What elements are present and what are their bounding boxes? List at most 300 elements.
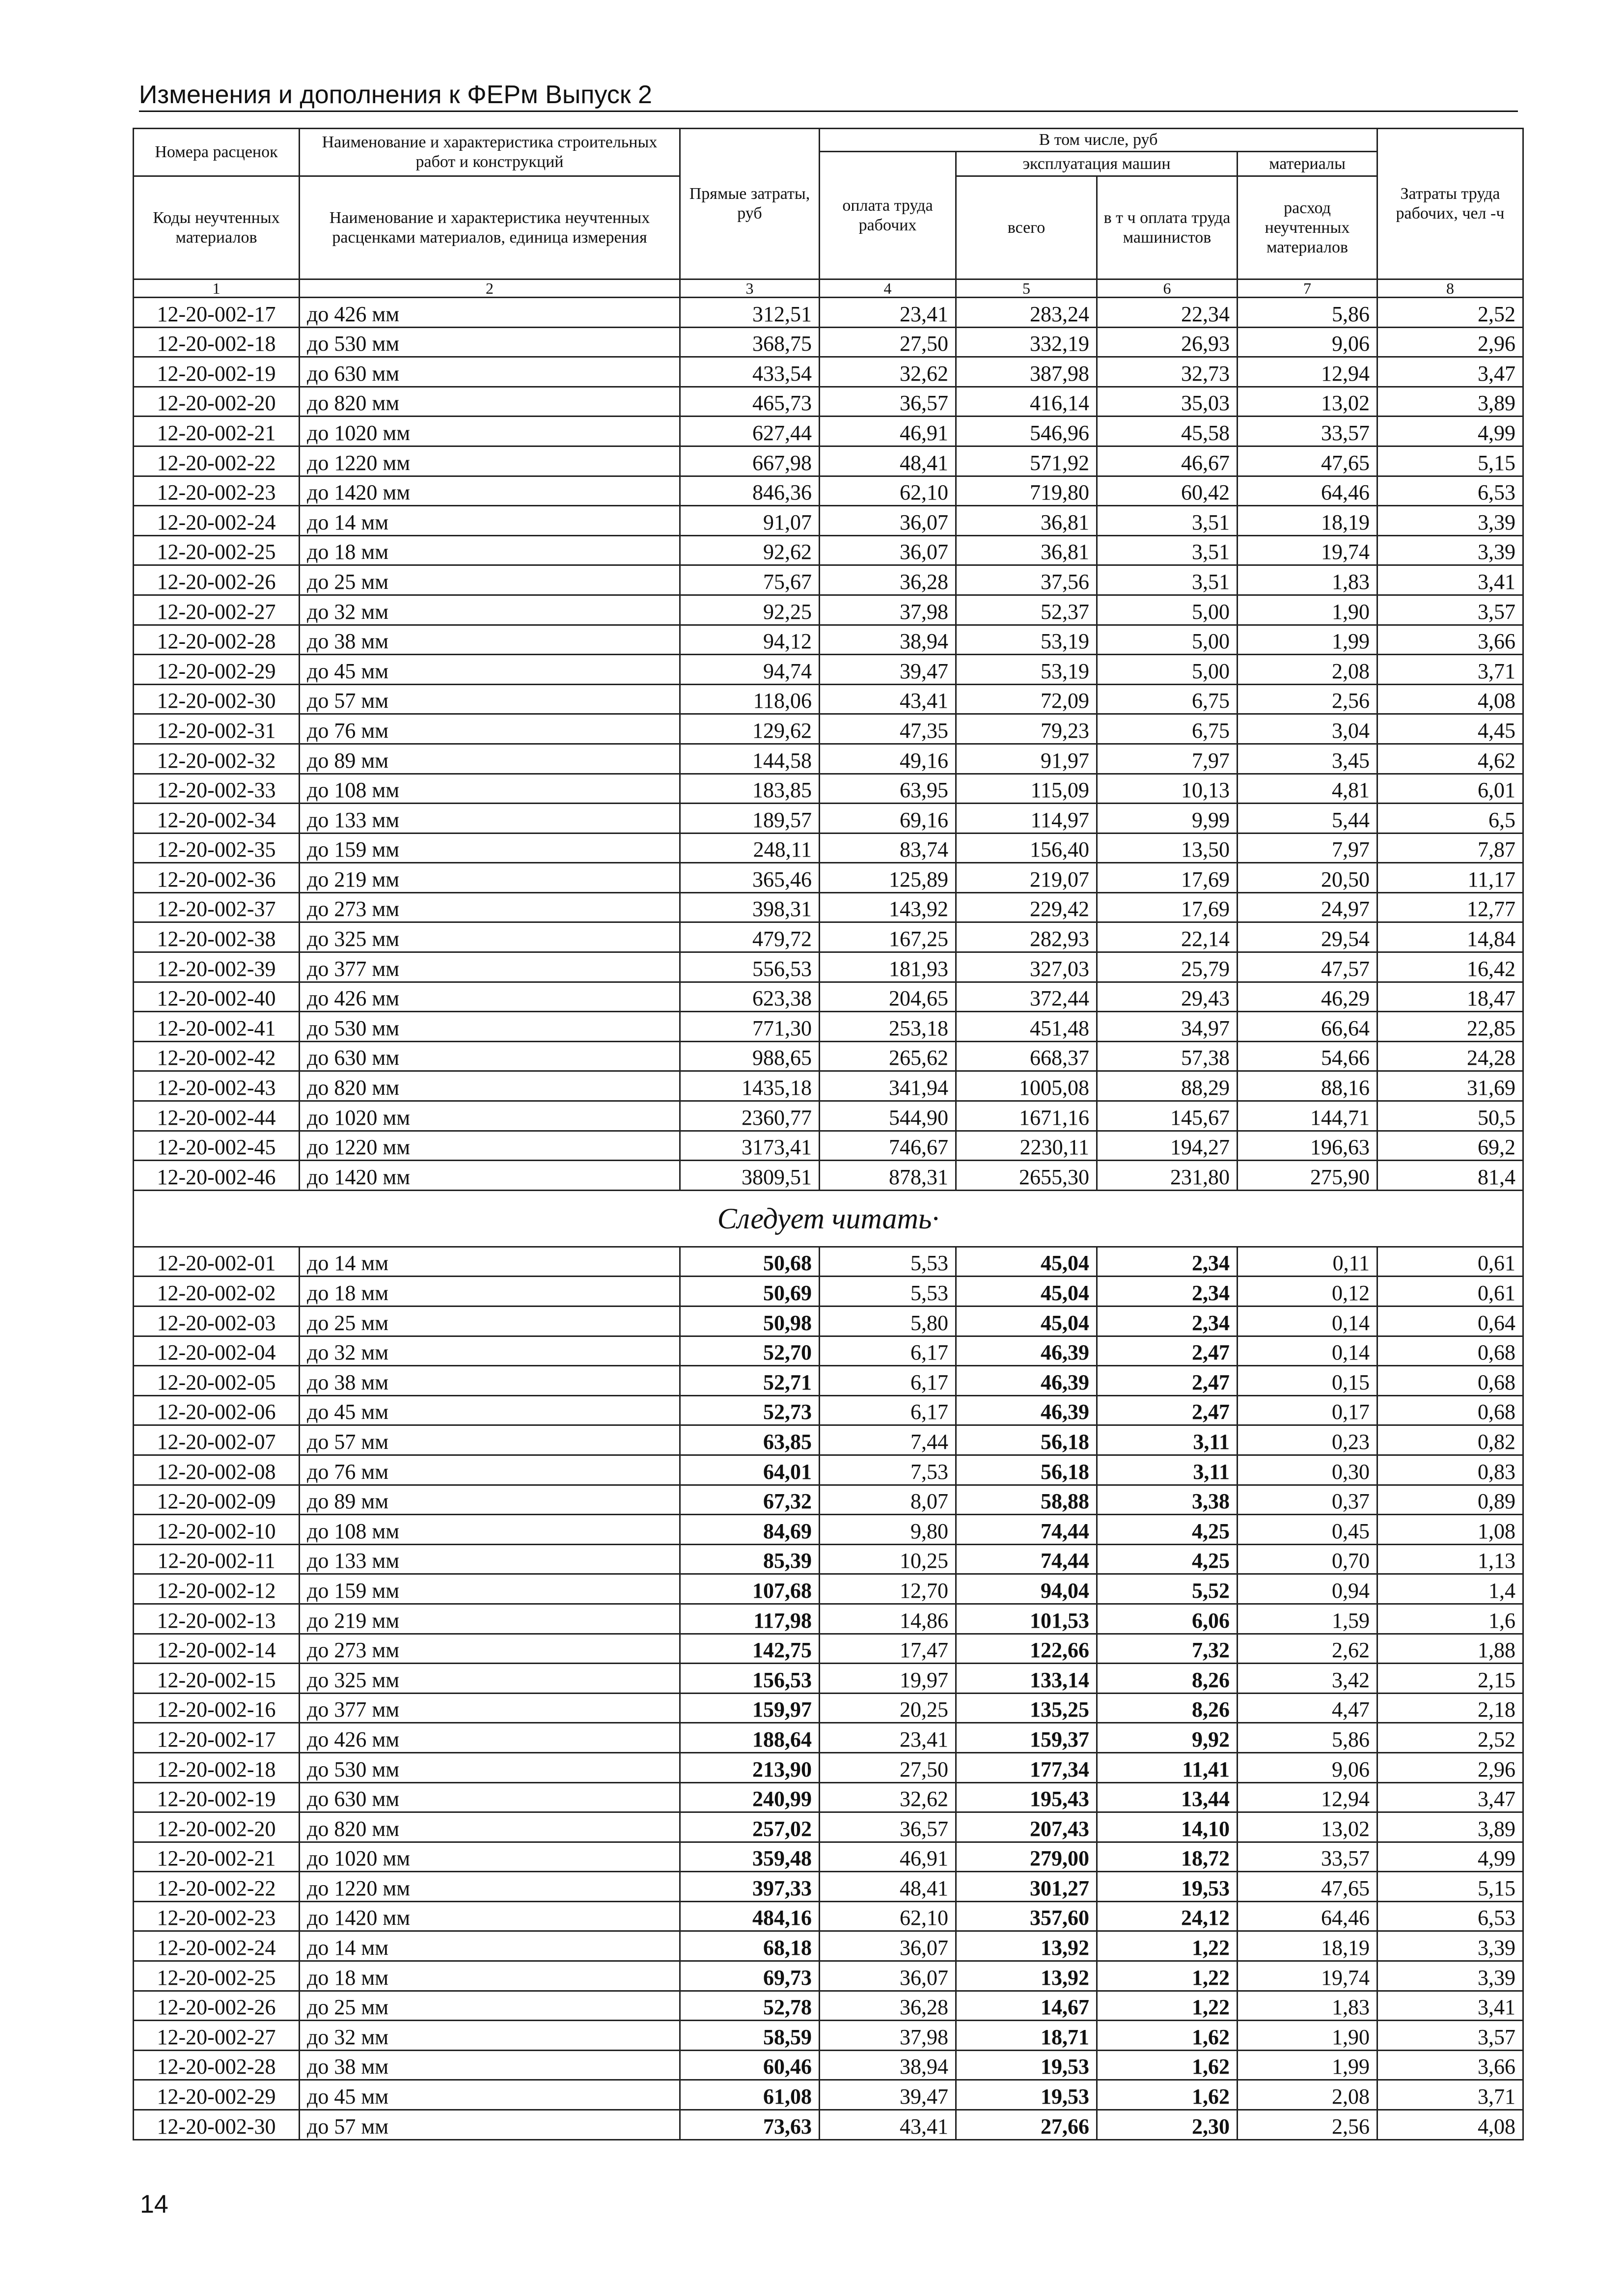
table-cell: 2,34 (1097, 1306, 1238, 1336)
table-cell: 12-20-002-18 (134, 1752, 300, 1782)
table-cell: 13,50 (1097, 833, 1238, 863)
table-cell: 26,93 (1097, 327, 1238, 357)
table-cell: 18,47 (1377, 982, 1523, 1012)
table-cell: до 57 мм (300, 2110, 680, 2140)
table-cell: 12-20-002-39 (134, 952, 300, 982)
table-cell: 387,98 (956, 357, 1097, 387)
col-number: 2 (300, 279, 680, 298)
table-cell: 19,74 (1238, 535, 1377, 565)
col-including: В том числе, руб (820, 129, 1377, 152)
table-cell: до 38 мм (300, 1366, 680, 1396)
table-cell: 84,69 (680, 1515, 820, 1545)
table-cell: 47,65 (1238, 446, 1377, 476)
table-cell: 31,69 (1377, 1071, 1523, 1101)
table-cell: до 1220 мм (300, 1872, 680, 1902)
table-cell: 3,11 (1097, 1455, 1238, 1485)
table-cell: 36,81 (956, 535, 1097, 565)
table-cell: 3,51 (1097, 535, 1238, 565)
table-cell: 142,75 (680, 1634, 820, 1664)
table-cell: 36,28 (820, 1991, 956, 2021)
table-cell: 32,62 (820, 357, 956, 387)
table-row (134, 1395, 1523, 1425)
table-cell: 283,24 (956, 298, 1097, 328)
table-cell: 35,03 (1097, 387, 1238, 417)
table-cell: 12-20-002-05 (134, 1366, 300, 1396)
table-row (134, 1664, 1523, 1694)
table-cell: 118,06 (680, 684, 820, 714)
table-cell: 1,83 (1238, 565, 1377, 595)
table-row (134, 1604, 1523, 1634)
table-cell: 12,94 (1238, 1782, 1377, 1812)
table-cell: 33,57 (1238, 1842, 1377, 1872)
table-cell: 12-20-002-19 (134, 1782, 300, 1812)
table-cell: 68,18 (680, 1931, 820, 1961)
table-cell: до 25 мм (300, 1991, 680, 2021)
table-row (134, 357, 1523, 387)
table-cell: 19,97 (820, 1664, 956, 1694)
table-cell: 11,41 (1097, 1752, 1238, 1782)
table-row (134, 1012, 1523, 1042)
table-cell: 3,71 (1377, 2080, 1523, 2110)
table-cell: 48,41 (820, 446, 956, 476)
table-cell: 4,25 (1097, 1544, 1238, 1574)
table-cell: 1,22 (1097, 1961, 1238, 1991)
table-cell: 183,85 (680, 774, 820, 804)
col-machinists-pay: в т ч оплата труда машинистов (1097, 176, 1238, 279)
table-cell: 301,27 (956, 1872, 1097, 1902)
table-cell: 38,94 (820, 2050, 956, 2080)
table-cell: 12-20-002-28 (134, 625, 300, 655)
table-row (134, 1931, 1523, 1961)
table-cell: 12-20-002-45 (134, 1131, 300, 1161)
table-cell: 46,67 (1097, 446, 1238, 476)
table-cell: 14,84 (1377, 922, 1523, 952)
table-cell: 12-20-002-03 (134, 1306, 300, 1336)
table-row (134, 1574, 1523, 1604)
table-cell: 3,89 (1377, 1812, 1523, 1842)
table-cell: 627,44 (680, 417, 820, 446)
table-cell: 1,59 (1238, 1604, 1377, 1634)
table-row (134, 1041, 1523, 1071)
table-cell: 12-20-002-30 (134, 684, 300, 714)
table-cell: 7,32 (1097, 1634, 1238, 1664)
table-cell: 12-20-002-22 (134, 446, 300, 476)
table-cell: 37,56 (956, 565, 1097, 595)
table-cell: 623,38 (680, 982, 820, 1012)
table-cell: 12-20-002-27 (134, 595, 300, 625)
table-cell: до 1420 мм (300, 476, 680, 506)
table-cell: 5,86 (1238, 1723, 1377, 1753)
table-cell: до 1220 мм (300, 446, 680, 476)
table-cell: 719,80 (956, 476, 1097, 506)
table-cell: 6,01 (1377, 774, 1523, 804)
table-cell: 7,97 (1238, 833, 1377, 863)
table-cell: 69,73 (680, 1961, 820, 1991)
table-cell: до 820 мм (300, 387, 680, 417)
table-cell: 0,15 (1238, 1366, 1377, 1396)
table-cell: 36,07 (820, 506, 956, 536)
table-cell: 3,66 (1377, 2050, 1523, 2080)
table-cell: 91,97 (956, 744, 1097, 774)
table-cell: 2,34 (1097, 1277, 1238, 1306)
table-cell: 6,75 (1097, 684, 1238, 714)
table-cell: 231,80 (1097, 1161, 1238, 1191)
table-cell: 14,67 (956, 1991, 1097, 2021)
table-cell: 0,14 (1238, 1336, 1377, 1366)
table-cell: 36,07 (820, 535, 956, 565)
table-cell: 12-20-002-10 (134, 1515, 300, 1545)
table-cell: 47,57 (1238, 952, 1377, 982)
table-cell: 0,61 (1377, 1247, 1523, 1277)
table-cell: 2,96 (1377, 327, 1523, 357)
table-cell: до 1020 мм (300, 1101, 680, 1131)
table-cell: 6,5 (1377, 804, 1523, 833)
table-cell: 12-20-002-23 (134, 1901, 300, 1931)
table-cell: 53,19 (956, 655, 1097, 685)
table-cell: 9,06 (1238, 1752, 1377, 1782)
table-cell: 12-20-002-14 (134, 1634, 300, 1664)
table-cell: 546,96 (956, 417, 1097, 446)
table-cell: 479,72 (680, 922, 820, 952)
table-cell: 58,59 (680, 2021, 820, 2051)
table-cell: 365,46 (680, 863, 820, 893)
table-cell: 13,92 (956, 1931, 1097, 1961)
table-row (134, 2080, 1523, 2110)
table-cell: 11,17 (1377, 863, 1523, 893)
table-cell: 3,47 (1377, 357, 1523, 387)
table-cell: 17,47 (820, 1634, 956, 1664)
table-cell: 8,07 (820, 1485, 956, 1515)
table-cell: 39,47 (820, 2080, 956, 2110)
table-row (134, 833, 1523, 863)
table-cell: 9,92 (1097, 1723, 1238, 1753)
table-cell: 194,27 (1097, 1131, 1238, 1161)
table-cell: до 159 мм (300, 833, 680, 863)
table-cell: 43,41 (820, 684, 956, 714)
table-cell: 12-20-002-02 (134, 1277, 300, 1306)
col-name-top: Наименование и характеристика строительных работ и конструкций (300, 129, 680, 176)
table-cell: 1671,16 (956, 1101, 1097, 1131)
table-cell: 52,71 (680, 1366, 820, 1396)
page-number: 14 (140, 2190, 168, 2219)
table-cell: 465,73 (680, 387, 820, 417)
table-cell: 10,25 (820, 1544, 956, 1574)
table-row (134, 1782, 1523, 1812)
table-cell: 12-20-002-30 (134, 2110, 300, 2140)
table-cell: 22,34 (1097, 298, 1238, 328)
table-cell: 0,83 (1377, 1455, 1523, 1485)
table-cell: 0,17 (1238, 1395, 1377, 1425)
table-cell: 248,11 (680, 833, 820, 863)
table-cell: 2,56 (1238, 684, 1377, 714)
table-row (134, 387, 1523, 417)
table-cell: до 89 мм (300, 1485, 680, 1515)
table-cell: 8,26 (1097, 1664, 1238, 1694)
col-direct-costs: Прямые затраты, руб (680, 129, 820, 279)
table-row (134, 922, 1523, 952)
table-cell: 12-20-002-17 (134, 298, 300, 328)
table-cell: 12-20-002-22 (134, 1872, 300, 1902)
table-cell: 133,14 (956, 1664, 1097, 1694)
table-cell: 12-20-002-37 (134, 892, 300, 922)
table-row (134, 327, 1523, 357)
table-cell: 3,51 (1097, 506, 1238, 536)
table-cell: 4,99 (1377, 417, 1523, 446)
table-cell: 368,75 (680, 327, 820, 357)
table-cell: 36,28 (820, 565, 956, 595)
table-cell: 12,94 (1238, 357, 1377, 387)
table-cell: 19,53 (956, 2080, 1097, 2110)
table-cell: 746,67 (820, 1131, 956, 1161)
table-cell: 5,86 (1238, 298, 1377, 328)
table-cell: 13,02 (1238, 387, 1377, 417)
table-cell: 60,42 (1097, 476, 1238, 506)
table-cell: 23,41 (820, 1723, 956, 1753)
table-cell: 282,93 (956, 922, 1097, 952)
col-number: 3 (680, 279, 820, 298)
table-cell: 6,53 (1377, 476, 1523, 506)
table-cell: 279,00 (956, 1842, 1097, 1872)
table-cell: 1,08 (1377, 1515, 1523, 1545)
table-cell: 52,37 (956, 595, 1097, 625)
table-cell: 12-20-002-07 (134, 1425, 300, 1455)
table-cell: 18,19 (1238, 506, 1377, 536)
table-cell: до 820 мм (300, 1812, 680, 1842)
table-cell: 135,25 (956, 1693, 1097, 1723)
table-cell: 2360,77 (680, 1101, 820, 1131)
table-cell: до 1420 мм (300, 1161, 680, 1191)
table-cell: 6,53 (1377, 1901, 1523, 1931)
table-cell: 3,38 (1097, 1485, 1238, 1515)
table-cell: до 14 мм (300, 1247, 680, 1277)
table-cell: 668,37 (956, 1041, 1097, 1071)
table-cell: 4,47 (1238, 1693, 1377, 1723)
table-cell: 27,66 (956, 2110, 1097, 2140)
table-cell: 36,07 (820, 1931, 956, 1961)
table-cell: 0,68 (1377, 1336, 1523, 1366)
col-number: 4 (820, 279, 956, 298)
table-row (134, 1336, 1523, 1366)
table-row (134, 2050, 1523, 2080)
table-cell: 88,29 (1097, 1071, 1238, 1101)
table-cell: 159,37 (956, 1723, 1097, 1753)
table-cell: 37,98 (820, 595, 956, 625)
page-header-title: Изменения и дополнения к ФЕРм Выпуск 2 (139, 81, 652, 109)
table-cell: до 25 мм (300, 1306, 680, 1336)
table-cell: 846,36 (680, 476, 820, 506)
table-cell: до 273 мм (300, 1634, 680, 1664)
rates-table (133, 128, 1524, 2140)
table-cell: 219,07 (956, 863, 1097, 893)
table-cell: до 1220 мм (300, 1131, 680, 1161)
table-cell: до 219 мм (300, 1604, 680, 1634)
table-cell: 114,97 (956, 804, 1097, 833)
table-cell: 12-20-002-08 (134, 1455, 300, 1485)
table-cell: 61,08 (680, 2080, 820, 2110)
table-cell: 6,06 (1097, 1604, 1238, 1634)
table-cell: 2,08 (1238, 2080, 1377, 2110)
table-cell: 12-20-002-32 (134, 744, 300, 774)
table-cell: 12-20-002-17 (134, 1723, 300, 1753)
table-cell: 50,5 (1377, 1101, 1523, 1131)
table-cell: 74,44 (956, 1515, 1097, 1545)
table-cell: 32,62 (820, 1782, 956, 1812)
table-row (134, 565, 1523, 595)
table-cell: 17,69 (1097, 863, 1238, 893)
table-cell: 1005,08 (956, 1071, 1097, 1101)
table-cell: до 76 мм (300, 1455, 680, 1485)
table-cell: 416,14 (956, 387, 1097, 417)
table-cell: 92,62 (680, 535, 820, 565)
table-cell: 3,51 (1097, 565, 1238, 595)
table-cell: 12-20-002-29 (134, 2080, 300, 2110)
table-cell: 12-20-002-16 (134, 1693, 300, 1723)
table-row (134, 804, 1523, 833)
table-cell: 18,71 (956, 2021, 1097, 2051)
table-cell: 12,77 (1377, 892, 1523, 922)
table-cell: 12-20-002-18 (134, 327, 300, 357)
table-cell: 63,85 (680, 1425, 820, 1455)
table-cell: 12-20-002-35 (134, 833, 300, 863)
table-cell: 5,80 (820, 1306, 956, 1336)
table-cell: 12-20-002-28 (134, 2050, 300, 2080)
table-row (134, 1071, 1523, 1101)
table-cell: 143,92 (820, 892, 956, 922)
table-cell: до 426 мм (300, 1723, 680, 1753)
table-cell: 1,22 (1097, 1991, 1238, 2021)
col-labor-pay: оплата труда рабочих (820, 152, 956, 279)
table-cell: 50,68 (680, 1247, 820, 1277)
table-cell: 117,98 (680, 1604, 820, 1634)
table-cell: 12-20-002-06 (134, 1395, 300, 1425)
table-cell: 6,17 (820, 1395, 956, 1425)
table-row (134, 774, 1523, 804)
table-cell: 45,04 (956, 1277, 1097, 1306)
table-cell: 3,11 (1097, 1425, 1238, 1455)
table-cell: 91,07 (680, 506, 820, 536)
table-cell: 62,10 (820, 476, 956, 506)
table-row (134, 1131, 1523, 1161)
table-cell: до 273 мм (300, 892, 680, 922)
table-cell: 2,52 (1377, 1723, 1523, 1753)
table-cell: 62,10 (820, 1901, 956, 1931)
table-cell: 3809,51 (680, 1161, 820, 1191)
table-cell: 0,68 (1377, 1366, 1523, 1396)
table-cell: 0,30 (1238, 1455, 1377, 1485)
table-cell: 69,16 (820, 804, 956, 833)
table-cell: до 219 мм (300, 863, 680, 893)
table-cell: 115,09 (956, 774, 1097, 804)
table-cell: 0,64 (1377, 1306, 1523, 1336)
table-cell: 1,90 (1238, 2021, 1377, 2051)
table-cell: 56,18 (956, 1455, 1097, 1485)
table-cell: 159,97 (680, 1693, 820, 1723)
table-cell: 19,53 (956, 2050, 1097, 2080)
table-cell: 7,53 (820, 1455, 956, 1485)
table-row (134, 535, 1523, 565)
table-cell: 0,12 (1238, 1277, 1377, 1306)
table-row (134, 1752, 1523, 1782)
table-cell: 6,17 (820, 1336, 956, 1366)
table-cell: 0,82 (1377, 1425, 1523, 1455)
table-cell: 5,15 (1377, 1872, 1523, 1902)
table-cell: 341,94 (820, 1071, 956, 1101)
table-cell: до 325 мм (300, 922, 680, 952)
table-cell: до 530 мм (300, 327, 680, 357)
table-cell: 52,78 (680, 1991, 820, 2021)
table-cell: 3,41 (1377, 565, 1523, 595)
table-cell: 129,62 (680, 714, 820, 744)
table-cell: до 377 мм (300, 1693, 680, 1723)
table-cell: 2,18 (1377, 1693, 1523, 1723)
section-label: Следует читать· (134, 1190, 1523, 1247)
col-materials: материалы (1238, 152, 1377, 176)
table-cell: 451,48 (956, 1012, 1097, 1042)
table-cell: 357,60 (956, 1901, 1097, 1931)
table-cell: 12-20-002-36 (134, 863, 300, 893)
table-cell: 12-20-002-12 (134, 1574, 300, 1604)
table-cell: 13,44 (1097, 1782, 1238, 1812)
table-row (134, 1693, 1523, 1723)
table-cell: 46,39 (956, 1336, 1097, 1366)
table-cell: 177,34 (956, 1752, 1097, 1782)
table-cell: 167,25 (820, 922, 956, 952)
table-cell: 1,99 (1238, 625, 1377, 655)
table-cell: 4,62 (1377, 744, 1523, 774)
table-cell: 64,46 (1238, 1901, 1377, 1931)
table-row (134, 1485, 1523, 1515)
table-cell: 240,99 (680, 1782, 820, 1812)
table-cell: 12-20-002-42 (134, 1041, 300, 1071)
table-cell: 50,69 (680, 1277, 820, 1306)
table-cell: 101,53 (956, 1604, 1097, 1634)
table-row (134, 1544, 1523, 1574)
table-cell: 3,57 (1377, 2021, 1523, 2051)
table-cell: 0,11 (1238, 1247, 1377, 1277)
table-cell: 0,23 (1238, 1425, 1377, 1455)
table-cell: 1,62 (1097, 2050, 1238, 2080)
table-cell: 5,53 (820, 1247, 956, 1277)
table-cell: 12-20-002-29 (134, 655, 300, 685)
table-cell: до 32 мм (300, 2021, 680, 2051)
table-cell: 1,62 (1097, 2021, 1238, 2051)
table-cell: 46,91 (820, 1842, 956, 1872)
table-cell: 4,81 (1238, 774, 1377, 804)
table-cell: 20,50 (1238, 863, 1377, 893)
table-row (134, 892, 1523, 922)
table-cell: 12-20-002-43 (134, 1071, 300, 1101)
table-cell: 50,98 (680, 1306, 820, 1336)
table-cell: до 57 мм (300, 684, 680, 714)
table-cell: 484,16 (680, 1901, 820, 1931)
table-row (134, 1961, 1523, 1991)
table-cell: до 38 мм (300, 2050, 680, 2080)
table-cell: 372,44 (956, 982, 1097, 1012)
table-row (134, 1515, 1523, 1545)
table-cell: 0,94 (1238, 1574, 1377, 1604)
table-cell: до 45 мм (300, 655, 680, 685)
table-cell: 94,12 (680, 625, 820, 655)
table-cell: до 45 мм (300, 2080, 680, 2110)
table-cell: до 820 мм (300, 1071, 680, 1101)
table-cell: 2,96 (1377, 1752, 1523, 1782)
table-cell: 13,02 (1238, 1812, 1377, 1842)
table-cell: 46,39 (956, 1366, 1097, 1396)
table-cell: 33,57 (1238, 417, 1377, 446)
col-codes-top: Номера расценок (134, 129, 300, 176)
table-cell: 1,4 (1377, 1574, 1523, 1604)
table-cell: 667,98 (680, 446, 820, 476)
